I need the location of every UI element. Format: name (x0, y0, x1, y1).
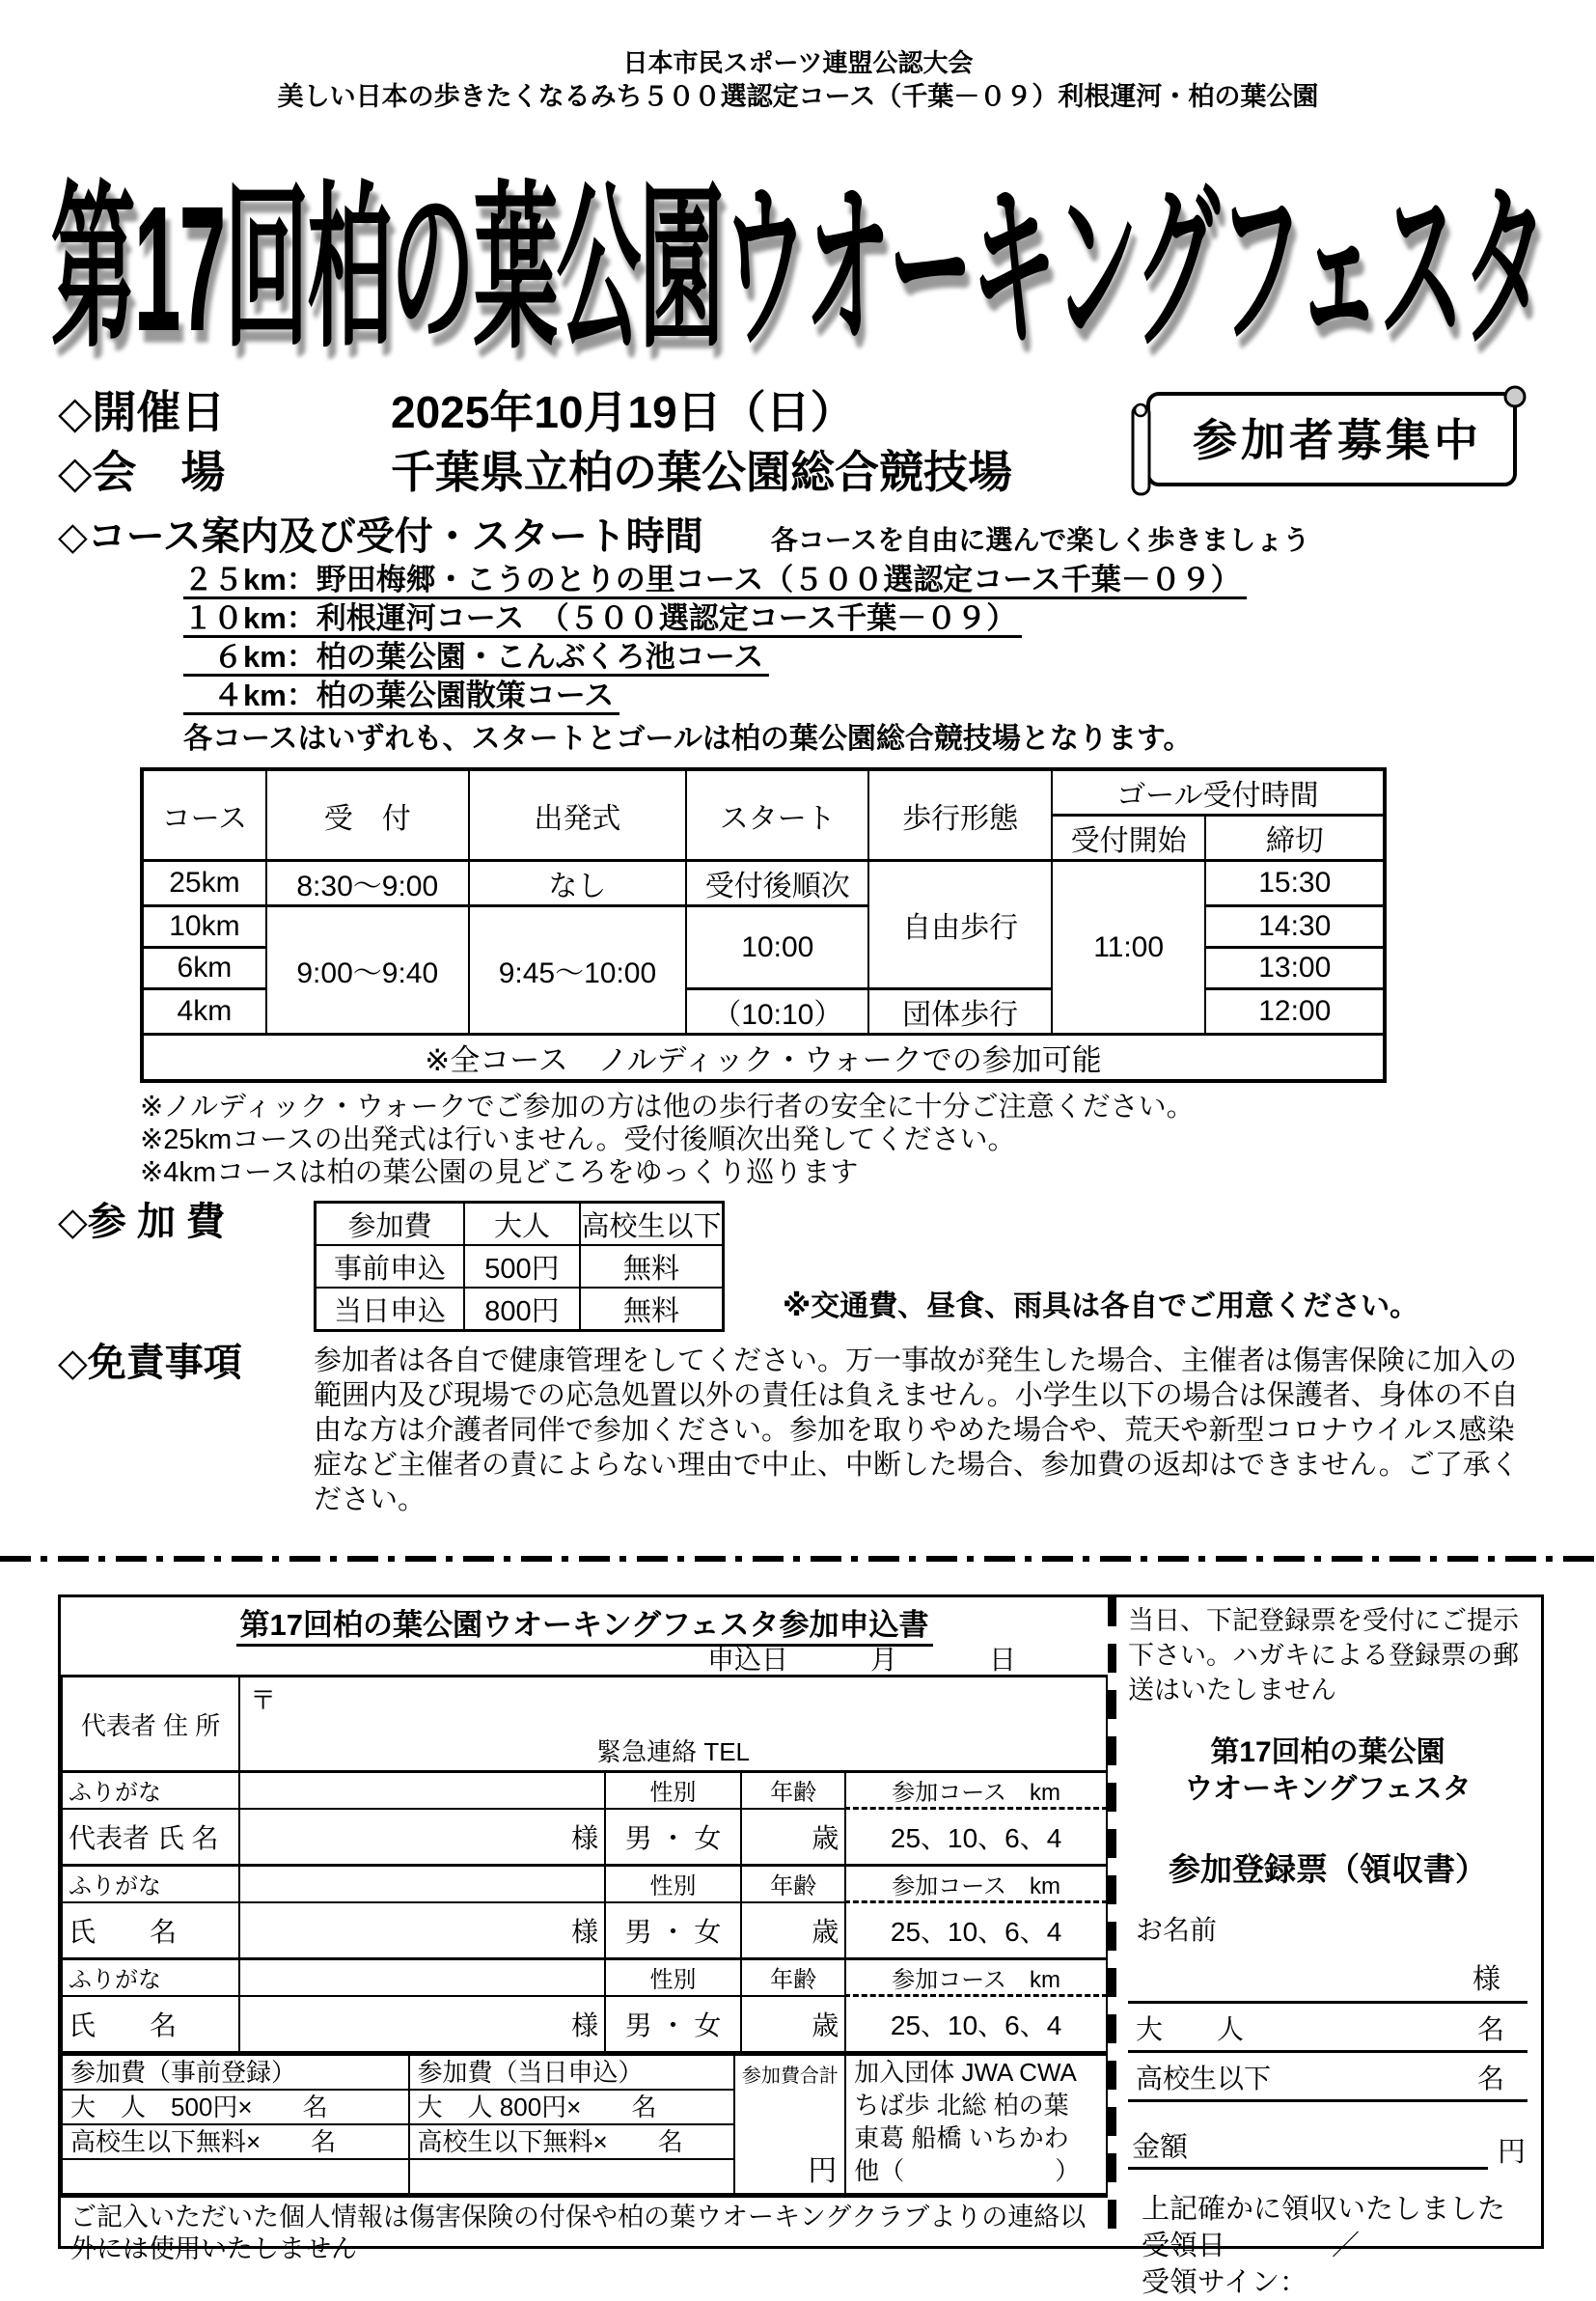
ticket-adult-label: 大 人 (1136, 2014, 1245, 2044)
rep-name-label: 代表者 氏 名 (62, 1809, 239, 1866)
course-item-4km: ４km：柏の葉公園散策コース (183, 679, 619, 715)
ticket-receipt-date-label: 受領日 (1142, 2231, 1226, 2261)
applicant-table (61, 1675, 1108, 2053)
date-label: ◇開催日 (58, 387, 226, 437)
course-header: 参加コース km (845, 1772, 1107, 1809)
close-10km: 14:30 (1205, 906, 1385, 948)
form-title: 第17回柏の葉公園ウオーキングフェスタ参加申込書 (61, 1605, 1108, 1646)
gender-options[interactable]: 男 ・ 女 (605, 1996, 741, 2053)
fee-pre-child-line[interactable]: 高校生以下無料× 名 (63, 2125, 408, 2160)
fee-col-type: 参加費 (316, 1203, 465, 1246)
disclaimer-text: 参加者は各自で健康管理をしてください。万一事故が発生した場合、主催者は傷害保険に加入の範囲内及び現場での応急処置以外の責任は負えません。小学生以下の場合は保護者、身体の不自由な方は介護者同伴で参加ください。参加を取りやめた場合や、荒天や新型コロナウイルス感染症など主催者の責によらない理由で中止、中断した場合、参加費の返却はできません。ご了承ください。 (314, 1345, 1519, 1515)
fee-total-input-area[interactable]: 円 (808, 2155, 838, 2187)
schedule-header-row (142, 769, 1385, 816)
ticket-amount-unit: 円 (1497, 2137, 1526, 2168)
member3-name-row (62, 1996, 1107, 2053)
gender-options[interactable]: 男 ・ 女 (605, 1902, 741, 1959)
fee-row-advance (316, 1245, 724, 1288)
gender-header: 性別 (605, 1772, 741, 1809)
age-input-area[interactable]: 歳 (741, 1902, 845, 1959)
col-header-walk-style: 歩行形態 (868, 769, 1051, 861)
fee-heading: ◇参 加 費 (58, 1201, 225, 1243)
fee-day-header: 参加費（当日申込） (410, 2056, 734, 2091)
address-input-area[interactable] (239, 1677, 1107, 1772)
ticket-child-unit: 名 (1476, 2064, 1504, 2093)
ticket-receipt-slash: ／ (1332, 2231, 1361, 2261)
header-line2: 美しい日本の歩きたくなるみち５００選認定コース（千葉－０９）利根運河・柏の葉公園 (277, 82, 1319, 111)
reception-shared: 9:00～9:40 (266, 906, 469, 1035)
registration-ticket (1116, 1597, 1541, 2298)
fee-col-adult: 大人 (464, 1203, 580, 1246)
application-form-left (61, 1597, 1108, 2263)
rep-furigana-row (62, 1772, 1107, 1809)
member2-furigana-input-area[interactable] (239, 1866, 605, 1902)
disclaimer-heading: ◇免責事項 (58, 1342, 242, 1384)
furigana-label: ふりがな (62, 1959, 239, 1996)
ticket-honorific: 様 (1472, 1964, 1500, 1995)
col-header-ceremony: 出発式 (469, 769, 686, 861)
course-note: 各コースはいずれも、スタートとゴールは柏の葉公園総合競技場となります。 (183, 723, 1193, 755)
course-10km: 10km (142, 906, 266, 948)
ticket-receipt-block (1128, 2191, 1527, 2301)
honorific: 様 (571, 1822, 599, 1853)
ceremony-shared: 9:45～10:00 (469, 906, 686, 1035)
disclaimer-section (0, 1340, 1596, 1517)
fee-day-adult-line[interactable]: 大 人 800円× 名 (410, 2091, 734, 2125)
ticket-subtitle: 参加登録票（領収書） (1169, 1851, 1487, 1887)
honorific: 様 (571, 1916, 599, 1947)
form-fee-grid (61, 2053, 1108, 2195)
col-header-goal-time: ゴール受付時間 (1052, 769, 1385, 816)
date-value: 2025年10月19日（日） (391, 387, 855, 437)
rep-furigana-input-area[interactable] (239, 1772, 605, 1809)
schedule-footnote: ※全コース ノルディック・ウォークでの参加可能 (142, 1035, 1385, 1082)
fee-advance-adult: 500円 (464, 1245, 580, 1288)
close-6km: 13:00 (1205, 948, 1385, 989)
rep-name-input-area[interactable] (239, 1809, 605, 1866)
fee-day-column (409, 2055, 735, 2195)
note-4km: ※4kmコースは柏の葉公園の見どころをゆっくり巡ります (140, 1157, 859, 1188)
course-options[interactable]: 25、10、6、4 (845, 1902, 1107, 1959)
ticket-title-line2: ウオーキングフェスタ (1184, 1773, 1472, 1805)
fee-total-label: 参加費合計 (741, 2065, 839, 2087)
honorific: 様 (571, 2010, 599, 2040)
application-form (58, 1594, 1544, 2298)
ticket-adult-row[interactable] (1128, 2001, 1527, 2053)
walk-style-group: 団体歩行 (868, 989, 1051, 1035)
member2-name-row (62, 1902, 1107, 1959)
member2-name-input-area[interactable] (239, 1902, 605, 1959)
ticket-notice: 当日、下記登録票を受付にご提示下さい。ハガキによる登録票の郵送はいたしません (1128, 1606, 1519, 1705)
fee-header-row (316, 1203, 724, 1246)
course-options[interactable]: 25、10、6、4 (845, 1809, 1107, 1866)
apply-date-label: 申込日 (706, 1645, 788, 1675)
fee-note: ※交通費、昼食、雨具は各自でご用意ください。 (783, 1290, 1419, 1322)
note-25km: ※25kmコースの出発式は行いません。受付後順次出発してください。 (140, 1124, 1016, 1155)
start-25km: 受付後順次 (686, 861, 868, 906)
ticket-receipt-note: 上記確かに領収いたしました (1142, 2194, 1506, 2225)
ticket-amount-label: 金額 (1128, 2125, 1488, 2170)
ceremony-25km: なし (469, 861, 686, 906)
org-line-1[interactable]: 加入団体 JWA CWA (854, 2058, 1077, 2087)
fee-pre-header: 参加費（事前登録） (63, 2056, 408, 2091)
member3-furigana-row (62, 1959, 1107, 1996)
member2-furigana-row (62, 1866, 1107, 1902)
col-header-reception: 受 付 (266, 769, 469, 861)
close-4km: 12:00 (1205, 989, 1385, 1035)
ticket-title (1128, 1734, 1527, 1808)
fee-row-sameday (316, 1288, 724, 1331)
fee-advance-label: 事前申込 (316, 1245, 465, 1288)
rep-name-row (62, 1809, 1107, 1866)
course-4km: 4km (142, 989, 266, 1035)
start-4km: （10:10） (686, 989, 868, 1035)
walk-style-free: 自由歩行 (868, 861, 1051, 989)
age-input-area[interactable]: 歳 (741, 1996, 845, 2053)
col-header-goal-open: 受付開始 (1052, 816, 1206, 861)
reception-25km: 8:30～9:00 (266, 861, 469, 906)
postal-mark: 〒 (250, 1686, 277, 1715)
member3-name-input-area[interactable] (239, 1996, 605, 2053)
course-header: 参加コース km (845, 1866, 1107, 1902)
form-fee-row (62, 2055, 1107, 2195)
col-header-course: コース (142, 769, 266, 861)
start-shared: 10:00 (686, 906, 868, 989)
ticket-divider (1108, 1597, 1116, 2246)
age-input-area[interactable]: 歳 (741, 1809, 845, 1866)
gender-header: 性別 (605, 1959, 741, 1996)
cut-line (0, 1556, 1596, 1562)
age-header: 年齢 (741, 1772, 845, 1809)
age-header: 年齢 (741, 1959, 845, 1996)
fee-advance-child: 無料 (580, 1245, 724, 1288)
header-line1: 日本市民スポーツ連盟公認大会 (622, 48, 974, 77)
apply-month-label: 月 (869, 1645, 897, 1675)
close-25km: 15:30 (1205, 861, 1385, 906)
furigana-label: ふりがな (62, 1866, 239, 1902)
schedule-footer-row (142, 1035, 1385, 1082)
fee-table (314, 1201, 725, 1332)
ticket-amount-row[interactable] (1128, 2125, 1527, 2170)
emergency-tel-label[interactable]: 緊急連絡 TEL (596, 1737, 751, 1766)
org-line-4[interactable]: 他（ ） (854, 2156, 1081, 2185)
privacy-note: ご記入いただいた個人情報は傷害保険の付保や柏の葉ウオーキングクラブよりの連絡以外には使用いたしません (61, 2195, 1108, 2265)
member2-name-label: 氏 名 (62, 1902, 239, 1959)
org-line-3[interactable]: 東葛 船橋 いちかわ (854, 2123, 1069, 2152)
ticket-adult-unit: 名 (1476, 2014, 1504, 2044)
fee-section (0, 1199, 1596, 1332)
course-subnote: 各コースを自由に選んで楽しく歩きましょう (770, 525, 1310, 555)
schedule-row-25km (142, 861, 1385, 906)
ticket-receipt-sign-label: 受領サイン： (1142, 2267, 1307, 2298)
course-header: 参加コース km (845, 1959, 1107, 1996)
ticket-child-row[interactable] (1128, 2053, 1527, 2102)
course-25km: 25km (142, 861, 266, 906)
goal-open-time: 11:00 (1052, 861, 1206, 1035)
fee-col-child: 高校生以下 (580, 1203, 724, 1246)
course-6km: 6km (142, 948, 266, 989)
rep-address-label: 代表者 住 所 (62, 1677, 239, 1772)
ticket-child-label: 高校生以下 (1136, 2064, 1272, 2093)
member3-furigana-input-area[interactable] (239, 1959, 605, 1996)
ticket-receipt-date-row[interactable] (1142, 2228, 1527, 2264)
main-title: 第17回柏の葉公園ウオーキングフェスタ (50, 168, 1546, 369)
note-nordic: ※ノルディック・ウォークでご参加の方は他の歩行者の安全に十分ご注意ください。 (140, 1092, 1195, 1123)
fee-pre-adult-line[interactable]: 大 人 500円× 名 (63, 2091, 408, 2125)
course-item-10km: １０km：利根運河コース （５００選認定コース千葉－０９） (183, 602, 1022, 638)
ticket-receipt-sign-row[interactable] (1142, 2264, 1527, 2301)
venue-label: ◇会 場 (58, 447, 226, 497)
venue-value: 千葉県立柏の葉公園総合競技場 (391, 447, 1012, 497)
fee-sameday-label: 当日申込 (316, 1288, 465, 1331)
fee-day-child-line[interactable]: 高校生以下無料× 名 (410, 2125, 734, 2160)
gender-header: 性別 (605, 1866, 741, 1902)
schedule-table (140, 767, 1387, 1083)
col-header-goal-close: 締切 (1205, 816, 1385, 861)
banner-text: 参加者募集中 (1193, 415, 1482, 465)
age-header: 年齢 (741, 1866, 845, 1902)
ticket-name-label[interactable]: お名前 (1136, 1915, 1218, 1945)
member3-name-label: 氏 名 (62, 1996, 239, 2053)
fee-sameday-adult: 800円 (464, 1288, 580, 1331)
note-list (140, 1091, 1596, 1189)
course-item-6km: ６km：柏の葉公園・こんぶくろ池コース (183, 641, 769, 677)
course-list (183, 564, 1596, 715)
apply-day-label: 日 (988, 1645, 1016, 1675)
address-row (62, 1677, 1107, 1772)
apply-date-row (61, 1646, 1108, 1675)
gender-options[interactable]: 男 ・ 女 (605, 1809, 741, 1866)
course-item-25km: ２５km：野田梅郷・こうのとりの里コース（５００選認定コース千葉－０９） (183, 564, 1247, 599)
course-options[interactable]: 25、10、6、4 (845, 1996, 1107, 2053)
course-section-heading-row (0, 513, 1596, 560)
fee-total-column (734, 2055, 845, 2195)
furigana-label: ふりがな (62, 1772, 239, 1809)
ticket-title-line1: 第17回柏の葉公園 (1210, 1736, 1445, 1768)
fee-sameday-child: 無料 (580, 1288, 724, 1331)
col-header-start: スタート (686, 769, 868, 861)
org-line-2[interactable]: ちば歩 北総 柏の葉 (854, 2091, 1069, 2120)
fee-pre-column (62, 2055, 409, 2195)
recruiting-banner (1125, 382, 1542, 500)
course-section-heading: ◇コース案内及び受付・スタート時間 (58, 515, 703, 558)
org-affiliation-column (845, 2055, 1107, 2195)
